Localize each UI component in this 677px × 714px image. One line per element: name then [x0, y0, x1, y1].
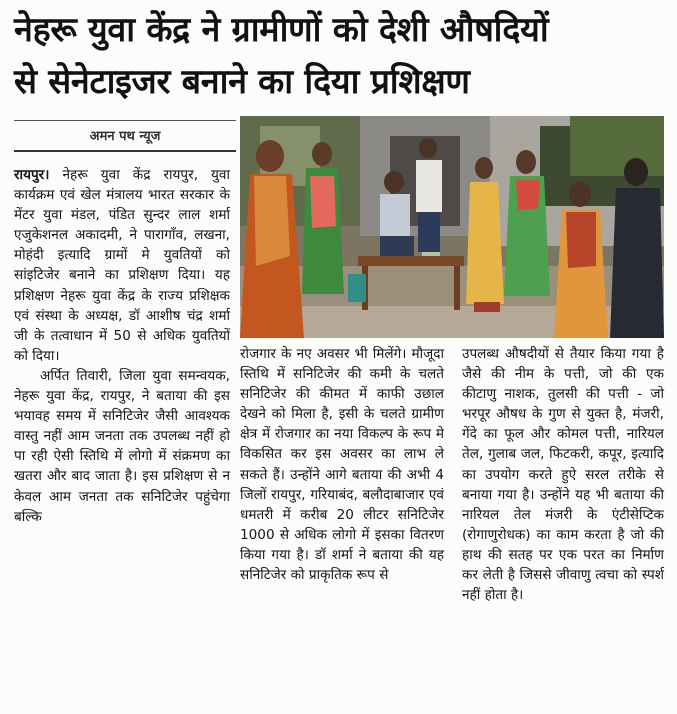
column-3-text: उपलब्ध औषदीयों से तैयार किया गया है जैसे की नीम के पत्ती, जो की एक कीटाणु नाशक, तुलसी की पत्ती - जो भरपूर औषध के गुण से युक्त है, मंजरी, गेंदे का फूल और कोमल पत्ती, नारियल तेल, गुलाब जल, फिटकरी, कपूर, इत्यादि का उपयोग करते हुऐ सरल तरीके से बनाया गया है। उन्होंने यह भी बताया की नारियल तेल मंजरी के एंटीसेप्टिक (रोगाणुरोधक) का काम करता है जो की हाथ की सतह पर एक परत का निर्माण कर लेती है जिससे जीवाणु त्वचा को स्पर्श नहीं होता है। — [462, 346, 664, 604]
byline: अमन पथ न्यूज — [89, 129, 161, 144]
article-column-2 — [240, 344, 444, 585]
byline-divider-bottom — [14, 150, 236, 152]
headline-line-1: नेहरू युवा केंद्र ने ग्रामीणों को देशी औषदियों — [14, 10, 549, 50]
paragraph-1-text: नेहरू युवा केंद्र रायपुर, युवा कार्यक्रम एवं खेल मंत्रालय भारत सरकार के मेंटर युवा मंडल, पंडित सुन्दर लाल शर्मा एजुकेशनल अकादमी, ने पारागाँव, लखना, मोहंदी इत्यादि ग्रामों मे युवतियों को सांइटिजेर बनाने का प्रशिक्षण दिया। यह प्रशिक्षण नेहरू युवा केंद्र के राज्य प्रशिक्षक एवं संस्था के अध्यक्ष, डॉ आशीष चंद्र शर्मा जी के तत्वाधान में 50 से अधिक युवतियों को दिया। — [14, 167, 230, 364]
byline-divider-top — [14, 120, 236, 121]
headline-line-2: से सेनेटाइजर बनाने का दिया प्रशिक्षण — [14, 62, 470, 102]
paragraph-2: अर्पित तिवारी, जिला युवा समन्वयक, नेहरू युवा केंद्र, रायपुर, ने बताया की इस भयावह समय में सनिटिजेर जैसी आवश्यक वास्तु नहीं आम जनता तक उपलब्ध नहीं हो पा रही ऐसी स्तिथि में लोगो में संक्रमण का खतरा और बाद जाता है। इस प्रशिक्षण से न केवल आम जनता तक सनिटिजेर पहुंचेगा बल्कि — [14, 367, 230, 525]
article-column-3 — [462, 344, 664, 605]
dateline: रायपुर। — [14, 167, 50, 183]
byline-box — [14, 120, 236, 152]
article-column-1 — [14, 165, 230, 527]
paragraph-1 — [14, 165, 230, 366]
news-photo — [240, 116, 664, 338]
column-2-text: रोजगार के नए अवसर भी मिलेंगे। मौजूदा स्तिथि में सनिटिजेर की कमी के चलते सनिटिजेर की कीमत में काफी उछाल देखने को मिला है, इसी के चलते ग्रामीण क्षेत्र में रोजगार का नया विकल्प के रूप मे विकसित कर इस अवसर का लाभ ले सकते हैं। उन्होंने आगे बताया की अभी 4 जिलों रायपुर, गरियाबंद, बलौदाबाजार एवं धमतरी में करीब 20 लीटर सनिटिजेर 1000 से अधिक लोगो में इसका वितरण किया गया है। डॉ शर्मा ने बताया की यह सनिटिजेर को प्राकृतिक रूप से — [240, 346, 444, 584]
headline — [14, 4, 664, 108]
